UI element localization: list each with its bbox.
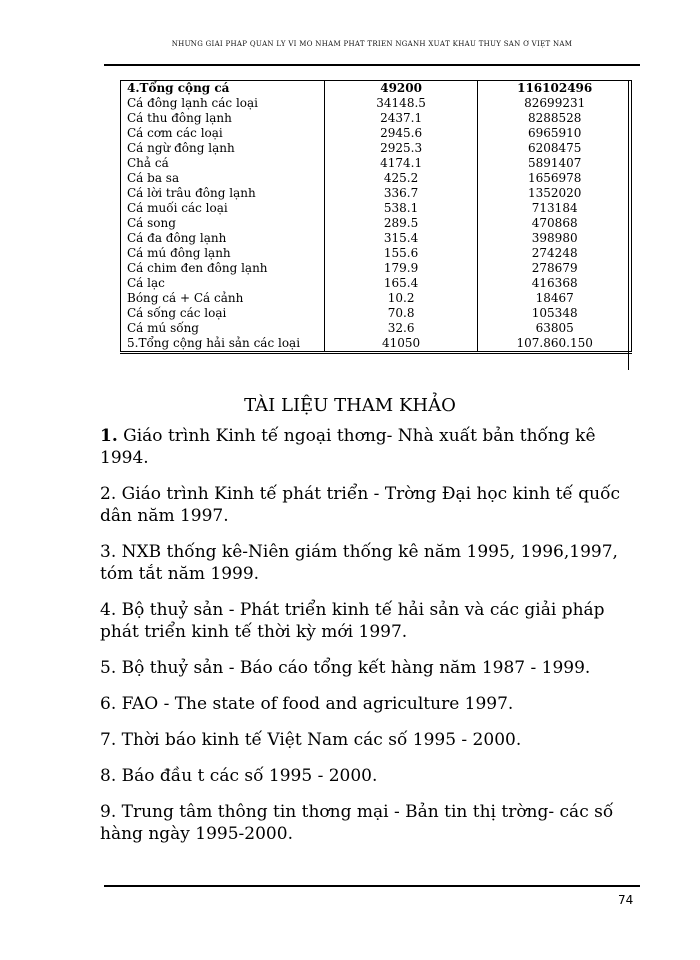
- row-quantity-cell: 49200: [324, 81, 478, 97]
- table-row: [121, 111, 632, 126]
- table-row: [121, 141, 632, 156]
- row-value-cell: 5891407: [478, 156, 632, 171]
- row-value-cell: 278679: [478, 261, 632, 276]
- table-row: [121, 216, 632, 231]
- row-quantity-cell: 41050: [324, 336, 478, 353]
- table-row: [121, 246, 632, 261]
- reference-item: [100, 483, 640, 527]
- row-value-cell: 18467: [478, 291, 632, 306]
- reference-text: Thời báo kinh tế Việt Nam các số 1995 - 2000.: [116, 730, 522, 750]
- reference-text: Báo đầu t các số 1995 - 2000.: [116, 766, 378, 786]
- row-quantity-cell: 10.2: [324, 291, 478, 306]
- row-value-cell: 116102496: [478, 81, 632, 97]
- row-quantity-cell: 4174.1: [324, 156, 478, 171]
- row-name-cell: Cá chim đen đông lạnh: [121, 261, 325, 276]
- row-name-cell: Cá mú đông lạnh: [121, 246, 325, 261]
- reference-item: [100, 693, 640, 715]
- row-value-cell: 470868: [478, 216, 632, 231]
- reference-number: 1.: [100, 426, 118, 446]
- reference-number: 8.: [100, 766, 117, 786]
- reference-item: [100, 425, 640, 469]
- reference-item: [100, 657, 640, 679]
- table-shadow-border: [628, 80, 632, 370]
- table-row: [121, 276, 632, 291]
- row-name-cell: Cá mú sống: [121, 321, 325, 336]
- reference-number: 2.: [100, 484, 117, 504]
- row-name-cell: Cá đa đông lạnh: [121, 231, 325, 246]
- table-row: [121, 156, 632, 171]
- table-row: [121, 321, 632, 336]
- reference-text: Giáo trình Kinh tế phát triển - Trờng Đại học kinh tế quốc dân năm 1997.: [100, 484, 621, 526]
- row-value-cell: 6208475: [478, 141, 632, 156]
- reference-number: 5.: [100, 658, 117, 678]
- row-name-cell: Cá lời trâu đông lạnh: [121, 186, 325, 201]
- row-name-cell: Cá lạc: [121, 276, 325, 291]
- footer-rule: [104, 885, 640, 887]
- row-value-cell: 6965910: [478, 126, 632, 141]
- row-value-cell: 274248: [478, 246, 632, 261]
- reference-item: [100, 765, 640, 787]
- row-quantity-cell: 2925.3: [324, 141, 478, 156]
- row-value-cell: 1656978: [478, 171, 632, 186]
- row-name-cell: Cá đông lạnh các loại: [121, 96, 325, 111]
- row-quantity-cell: 70.8: [324, 306, 478, 321]
- reference-text: FAO - The state of food and agriculture 1997.: [116, 694, 514, 714]
- row-name-cell: Cá ngừ đông lạnh: [121, 141, 325, 156]
- row-value-cell: 1352020: [478, 186, 632, 201]
- row-name-cell: Chả cá: [121, 156, 325, 171]
- references-title: TÀI LIỆU THAM KHẢO: [244, 395, 456, 416]
- table-row: [121, 336, 632, 353]
- reference-text: Bộ thuỷ sản - Phát triển kinh tế hải sản và các giải pháp phát triển kinh tế thời kỳ mới 1997.: [100, 600, 605, 642]
- row-name-cell: 5.Tổng cộng hải sản các loại: [121, 336, 325, 353]
- row-quantity-cell: 336.7: [324, 186, 478, 201]
- reference-number: 6.: [100, 694, 117, 714]
- row-name-cell: Bóng cá + Cá cảnh: [121, 291, 325, 306]
- row-value-cell: 105348: [478, 306, 632, 321]
- row-quantity-cell: 289.5: [324, 216, 478, 231]
- row-quantity-cell: 155.6: [324, 246, 478, 261]
- reference-number: 3.: [100, 542, 117, 562]
- table-row: [121, 306, 632, 321]
- reference-item: [100, 729, 640, 751]
- references-list: [100, 425, 640, 859]
- row-quantity-cell: 34148.5: [324, 96, 478, 111]
- row-name-cell: Cá muối các loại: [121, 201, 325, 216]
- table-row: [121, 291, 632, 306]
- table-row: [121, 201, 632, 216]
- table-row: [121, 81, 632, 97]
- table-body: [121, 81, 632, 353]
- row-name-cell: Cá song: [121, 216, 325, 231]
- row-name-cell: Cá cơm các loại: [121, 126, 325, 141]
- row-quantity-cell: 425.2: [324, 171, 478, 186]
- row-quantity-cell: 538.1: [324, 201, 478, 216]
- row-quantity-cell: 315.4: [324, 231, 478, 246]
- reference-number: 7.: [100, 730, 117, 750]
- header-rule: [104, 64, 640, 66]
- reference-text: NXB thống kê-Niên giám thống kê năm 1995, 1996,1997, tóm tắt năm 1999.: [100, 542, 618, 584]
- table-row: [121, 171, 632, 186]
- row-quantity-cell: 2437.1: [324, 111, 478, 126]
- page-number: 74: [618, 893, 634, 907]
- table-row: [121, 231, 632, 246]
- row-quantity-cell: 165.4: [324, 276, 478, 291]
- row-value-cell: 107.860.150: [478, 336, 632, 353]
- reference-text: Bộ thuỷ sản - Báo cáo tổng kết hàng năm 1987 - 1999.: [116, 658, 591, 678]
- row-quantity-cell: 32.6: [324, 321, 478, 336]
- reference-item: [100, 541, 640, 585]
- reference-number: 4.: [100, 600, 117, 620]
- table-row: [121, 96, 632, 111]
- row-value-cell: 416368: [478, 276, 632, 291]
- reference-text: Giáo trình Kinh tế ngoại thơng- Nhà xuất bản thống kê 1994.: [100, 426, 596, 468]
- reference-item: [100, 599, 640, 643]
- row-name-cell: Cá sống các loại: [121, 306, 325, 321]
- export-table: [120, 80, 632, 354]
- running-header: NHỮNG GIẢI PHÁP QUẢN LÝ VĨ MÔ NHẰM PHÁT TRIỂN NGÀNH XUẤT KHẨU THUỶ SẢN Ở VIỆT NAM: [171, 40, 573, 48]
- reference-text: Trung tâm thông tin thơng mại - Bản tin thị trờng- các số hàng ngày 1995-2000.: [100, 802, 614, 844]
- row-quantity-cell: 2945.6: [324, 126, 478, 141]
- row-name-cell: Cá ba sa: [121, 171, 325, 186]
- row-name-cell: 4.Tổng cộng cá: [121, 81, 325, 97]
- reference-number: 9.: [100, 802, 117, 822]
- table-row: [121, 261, 632, 276]
- row-value-cell: 398980: [478, 231, 632, 246]
- row-name-cell: Cá thu đông lạnh: [121, 111, 325, 126]
- row-value-cell: 82699231: [478, 96, 632, 111]
- reference-item: [100, 801, 640, 845]
- row-value-cell: 63805: [478, 321, 632, 336]
- table-row: [121, 126, 632, 141]
- row-quantity-cell: 179.9: [324, 261, 478, 276]
- row-value-cell: 713184: [478, 201, 632, 216]
- table-row: [121, 186, 632, 201]
- row-value-cell: 8288528: [478, 111, 632, 126]
